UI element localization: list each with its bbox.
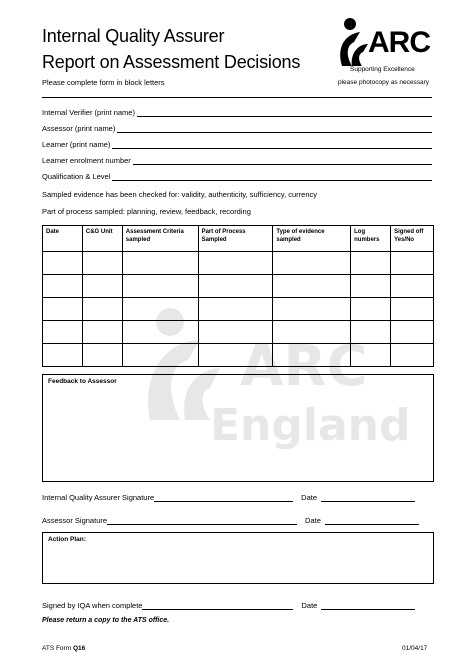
col-evidence: Type of evidence sampled [273, 226, 351, 252]
assessor-field[interactable] [42, 122, 432, 133]
table-cell[interactable] [82, 252, 122, 275]
table-cell[interactable] [391, 344, 434, 367]
iqa-complete-date-line[interactable] [321, 602, 415, 610]
form-id [42, 645, 85, 652]
table-cell[interactable] [198, 252, 273, 275]
action-plan-label: Action Plan: [48, 536, 86, 543]
table-cell[interactable] [43, 321, 83, 344]
internal-verifier-label: Internal Verifier (print name) [42, 108, 135, 117]
logo-wordmark: ARC [368, 26, 430, 59]
table-cell[interactable] [43, 298, 83, 321]
assessor-signature-line[interactable] [107, 517, 297, 525]
table-cell[interactable] [122, 321, 198, 344]
assessor-signature-field[interactable] [42, 514, 419, 525]
table-cell[interactable] [273, 344, 351, 367]
return-copy-note: Please return a copy to the ATS office. [42, 617, 170, 624]
table-cell[interactable] [198, 321, 273, 344]
iqa-complete-field[interactable] [42, 599, 415, 610]
table-cell[interactable] [43, 252, 83, 275]
header-divider [42, 97, 432, 98]
table-cell[interactable] [122, 252, 198, 275]
table-cell[interactable] [43, 344, 83, 367]
part-of-process-text: Part of process sampled: planning, review, feedback, recording [42, 207, 251, 216]
iqa-date-label: Date [301, 493, 317, 502]
internal-verifier-field[interactable] [42, 106, 432, 117]
page-title-line1: Internal Quality Assurer [42, 26, 225, 46]
table-header-row [43, 226, 434, 252]
form-id-prefix: ATS Form [42, 645, 73, 652]
sample-table [42, 225, 434, 367]
form-date: 01/04/17 [402, 645, 428, 652]
feedback-label: Feedback to Assessor [48, 378, 117, 385]
svg-text:England: England [210, 400, 411, 451]
internal-verifier-line[interactable] [137, 109, 432, 117]
col-log: Log numbers [351, 226, 391, 252]
table-cell[interactable] [273, 275, 351, 298]
table-cell[interactable] [351, 344, 391, 367]
table-row [43, 344, 434, 367]
qualification-line[interactable] [112, 173, 432, 181]
col-process: Part of Process Sampled [198, 226, 273, 252]
table-cell[interactable] [82, 275, 122, 298]
table-cell[interactable] [273, 298, 351, 321]
table-cell[interactable] [391, 298, 434, 321]
learner-line[interactable] [112, 141, 432, 149]
col-date: Date [43, 226, 83, 252]
enrolment-line[interactable] [133, 157, 432, 165]
table-cell[interactable] [82, 344, 122, 367]
table-cell[interactable] [43, 275, 83, 298]
table-cell[interactable] [198, 275, 273, 298]
col-signed: Signed off Yes/No [391, 226, 434, 252]
table-cell[interactable] [273, 252, 351, 275]
assessor-date-label: Date [305, 516, 321, 525]
assessor-line[interactable] [117, 125, 432, 133]
assessor-signature-label: Assessor Signature [42, 516, 108, 525]
table-cell[interactable] [122, 298, 198, 321]
table-row [43, 275, 434, 298]
form-code: Q16 [72, 645, 86, 652]
sampled-evidence-text: Sampled evidence has been checked for: validity, authenticity, sufficiency, currency [42, 190, 318, 199]
learner-field[interactable] [42, 138, 432, 149]
enrolment-label: Learner enrolment number [42, 156, 131, 165]
action-plan-box[interactable] [42, 532, 434, 584]
qualification-field[interactable] [42, 170, 432, 181]
iqa-signature-line[interactable] [154, 494, 293, 502]
iqa-date-line[interactable] [321, 494, 415, 502]
iqa-complete-date-label: Date [301, 601, 318, 610]
assessor-label: Assessor (print name) [42, 124, 116, 133]
iqa-signature-field[interactable] [42, 491, 415, 502]
table-cell[interactable] [198, 298, 273, 321]
table-row [43, 252, 434, 275]
table-cell[interactable] [391, 252, 434, 275]
learner-label: Learner (print name) [42, 140, 111, 149]
table-cell[interactable] [122, 344, 198, 367]
table-cell[interactable] [351, 298, 391, 321]
table-cell[interactable] [391, 321, 434, 344]
form-instruction: Please complete form in block letters [42, 78, 165, 87]
col-cg-unit: C&G Unit [82, 226, 122, 252]
table-row [43, 298, 434, 321]
table-cell[interactable] [351, 321, 391, 344]
photocopy-note: please photocopy as necessary [338, 79, 430, 86]
iqa-signature-label: Internal Quality Assurer Signature [42, 493, 155, 502]
qualification-label: Qualification & Level [42, 172, 111, 181]
table-cell[interactable] [351, 275, 391, 298]
enrolment-field[interactable] [42, 154, 432, 165]
table-row [43, 321, 434, 344]
assessor-date-line[interactable] [325, 517, 419, 525]
feedback-box[interactable] [42, 374, 434, 482]
logo-tagline: Supporting Excellence [350, 66, 415, 73]
table-cell[interactable] [273, 321, 351, 344]
table-cell[interactable] [391, 275, 434, 298]
col-criteria: Assessment Criteria sampled [122, 226, 198, 252]
table-cell[interactable] [351, 252, 391, 275]
page-title-line2: Report on Assessment Decisions [42, 52, 301, 72]
iqa-complete-label: Signed by IQA when complete [42, 601, 143, 610]
table-cell[interactable] [82, 321, 122, 344]
svg-text:ARC: ARC [240, 334, 368, 399]
table-cell[interactable] [198, 344, 273, 367]
iqa-complete-line[interactable] [142, 602, 293, 610]
table-cell[interactable] [122, 275, 198, 298]
table-cell[interactable] [82, 298, 122, 321]
